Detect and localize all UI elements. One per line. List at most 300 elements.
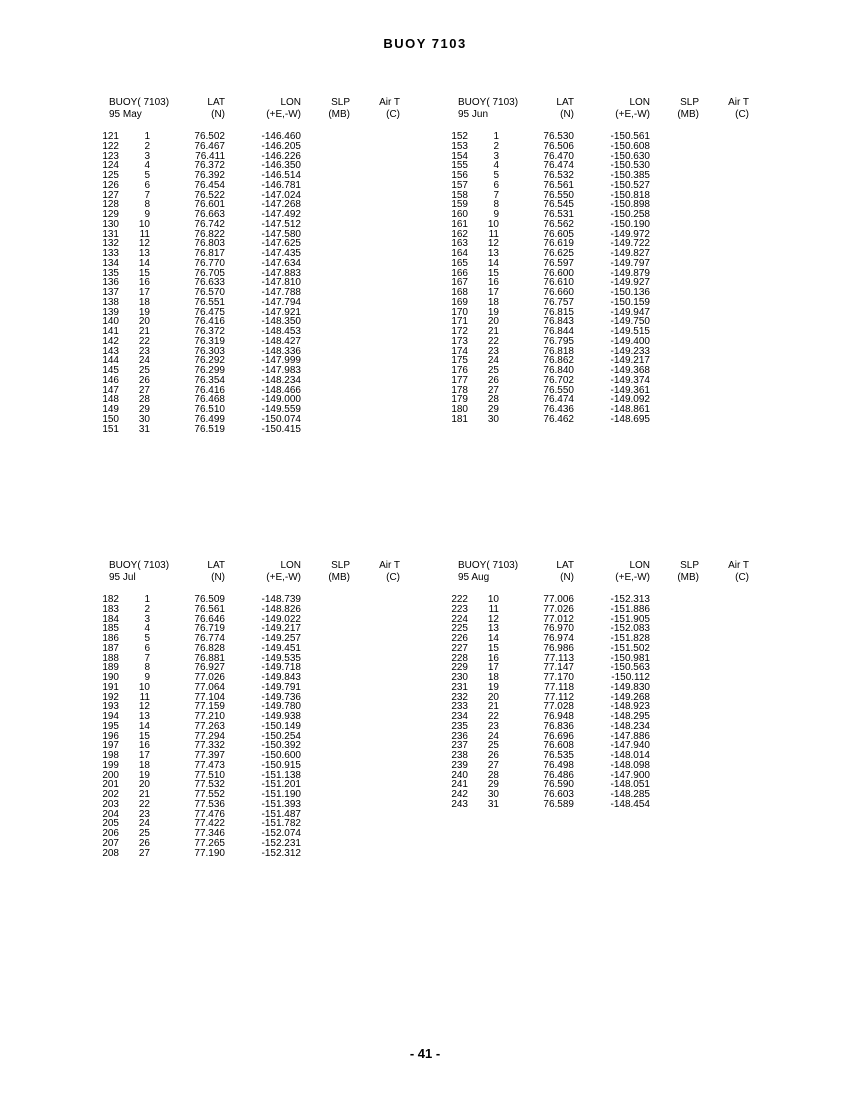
- lon-cell: -146.781: [261, 179, 301, 191]
- lat-cell: 76.468: [194, 394, 225, 406]
- lat-cell: 76.474: [543, 160, 574, 172]
- day-cell: 14: [138, 257, 150, 269]
- lon-header: [615, 97, 650, 121]
- lon-cell: -149.022: [261, 613, 301, 625]
- lon-cell: -148.234: [610, 720, 650, 732]
- day-cell: 1: [493, 131, 499, 142]
- lon-cell: -150.898: [610, 199, 650, 211]
- lon-cell: -150.630: [610, 150, 650, 162]
- lat-cell: 76.319: [194, 335, 225, 347]
- day-of-year-cell: 208: [102, 847, 119, 859]
- lat-cell: 76.986: [543, 642, 574, 654]
- lon-cell: -150.415: [261, 423, 301, 435]
- lon-cell: -146.514: [261, 170, 301, 181]
- day-of-year-cell: 128: [102, 199, 119, 211]
- lat-header-line-2: (N): [211, 572, 225, 583]
- data-table-aug: [449, 560, 829, 1000]
- day-of-year-cell: 241: [451, 779, 468, 791]
- day-of-year-cell: 154: [451, 150, 468, 162]
- day-cell: 19: [138, 769, 150, 781]
- day-cell: 2: [144, 140, 150, 152]
- day-cell: 21: [138, 326, 150, 337]
- lon-cell: -147.900: [610, 769, 650, 781]
- day-cell: 15: [138, 267, 150, 279]
- lat-cell: 76.486: [543, 769, 574, 781]
- day-cell: 26: [138, 374, 150, 386]
- day-cell: 24: [487, 355, 499, 367]
- lat-cell: 76.719: [194, 623, 225, 635]
- day-cell: 1: [144, 131, 150, 142]
- lat-cell: 76.292: [194, 355, 225, 367]
- day-cell: 3: [144, 613, 150, 625]
- airt-header: [728, 97, 749, 121]
- slp-header-line-2: (MB): [328, 109, 350, 120]
- day-of-year-cell: 139: [102, 306, 119, 318]
- lat-cell: 76.354: [194, 374, 225, 386]
- day-cell: 13: [138, 248, 150, 259]
- lon-cell: -147.983: [261, 365, 301, 376]
- lat-cell: 76.474: [543, 394, 574, 406]
- day-of-year-cell: 129: [102, 209, 119, 220]
- lon-cell: -149.268: [610, 691, 650, 703]
- day-cell: 10: [138, 218, 150, 230]
- day-of-year-cell: 226: [451, 633, 468, 644]
- day-of-year-cell: 132: [102, 238, 119, 250]
- lon-cell: -150.915: [261, 759, 301, 771]
- day-cell: 26: [487, 750, 499, 761]
- day-of-year-cell: 126: [102, 179, 119, 191]
- lon-cell: -147.921: [261, 306, 301, 318]
- buoy-header-line-1: BUOY( 7103): [458, 97, 519, 108]
- day-cell: 4: [144, 623, 150, 635]
- day-cell: 20: [487, 316, 499, 328]
- day-of-year-cell: 124: [102, 160, 119, 172]
- lon-cell: -148.285: [610, 789, 650, 800]
- day-of-year-cell: 235: [451, 720, 468, 732]
- slp-header: [328, 560, 350, 584]
- lat-cell: 76.509: [194, 594, 225, 605]
- lon-cell: -150.159: [610, 296, 650, 308]
- lon-header: [615, 560, 650, 584]
- day-cell: 27: [138, 384, 150, 396]
- lon-cell: -151.138: [261, 769, 301, 781]
- day-of-year-cell: 180: [451, 404, 468, 415]
- lon-cell: -149.368: [610, 365, 650, 376]
- day-of-year-cell: 229: [451, 662, 468, 674]
- day-of-year-cell: 194: [102, 711, 119, 722]
- lon-cell: -148.234: [261, 374, 301, 386]
- buoy-header-line-1: BUOY( 7103): [458, 560, 519, 571]
- day-cell: 17: [138, 750, 150, 761]
- lon-cell: -152.083: [610, 623, 650, 635]
- day-of-year-cell: 228: [451, 652, 468, 664]
- day-of-year-cell: 167: [451, 277, 468, 289]
- day-of-year-cell: 127: [102, 189, 119, 201]
- day-of-year-cell: 242: [451, 789, 468, 800]
- lat-cell: 76.519: [194, 423, 225, 435]
- lat-cell: 76.470: [543, 150, 574, 162]
- day-cell: 8: [493, 199, 499, 211]
- lon-header-line-1: LON: [629, 97, 650, 108]
- airt-header-line-1: Air T: [379, 97, 400, 108]
- lat-cell: 76.411: [195, 150, 225, 162]
- day-cell: 25: [138, 828, 150, 839]
- lon-cell: -151.393: [261, 798, 301, 810]
- lon-cell: -150.190: [610, 218, 650, 230]
- day-cell: 4: [144, 160, 150, 172]
- lat-cell: 76.603: [543, 789, 574, 800]
- lat-cell: 76.570: [194, 287, 225, 298]
- day-cell: 14: [487, 257, 499, 269]
- lon-cell: -147.810: [261, 277, 301, 289]
- lon-cell: -149.515: [610, 326, 650, 337]
- day-of-year-cell: 205: [102, 818, 119, 830]
- day-cell: 13: [487, 623, 499, 635]
- lat-cell: 76.705: [194, 267, 225, 279]
- day-cell: 22: [138, 798, 150, 810]
- lat-cell: 76.610: [543, 277, 574, 289]
- day-of-year-cell: 184: [102, 613, 119, 625]
- day-cell: 12: [487, 613, 499, 625]
- day-of-year-cell: 179: [451, 394, 468, 406]
- day-cell: 7: [144, 652, 150, 664]
- day-cell: 5: [144, 633, 150, 644]
- airt-header-line-2: (C): [386, 109, 400, 120]
- lat-cell: 76.605: [543, 228, 574, 240]
- day-of-year-cell: 223: [451, 603, 468, 615]
- lat-cell: 77.552: [194, 789, 225, 800]
- day-cell: 21: [487, 326, 499, 337]
- lat-cell: 77.026: [194, 672, 225, 683]
- lat-cell: 77.112: [544, 691, 574, 703]
- lon-cell: -147.512: [261, 218, 301, 230]
- day-of-year-cell: 142: [102, 335, 119, 347]
- day-cell: 18: [138, 759, 150, 771]
- lon-cell: -147.492: [261, 209, 301, 220]
- day-cell: 17: [487, 662, 499, 674]
- day-of-year-cell: 239: [451, 759, 468, 771]
- day-cell: 11: [488, 603, 499, 615]
- day-of-year-cell: 238: [451, 750, 468, 761]
- lon-cell: -151.828: [610, 633, 650, 644]
- lat-cell: 76.416: [194, 384, 225, 396]
- day-cell: 12: [487, 238, 499, 250]
- day-cell: 5: [144, 170, 150, 181]
- lon-cell: -148.923: [610, 701, 650, 713]
- day-of-year-cell: 159: [451, 199, 468, 211]
- lon-cell: -149.791: [261, 681, 301, 693]
- day-cell: 6: [493, 179, 499, 191]
- lat-cell: 76.550: [543, 189, 574, 201]
- day-of-year-cell: 176: [451, 365, 468, 376]
- table-header: [100, 560, 480, 584]
- day-cell: 10: [487, 218, 499, 230]
- day-cell: 18: [487, 672, 499, 683]
- lon-cell: -146.205: [261, 140, 301, 152]
- day-cell: 16: [138, 740, 150, 752]
- day-of-year-cell: 144: [102, 355, 119, 367]
- table-body: [100, 595, 480, 858]
- lon-cell: -151.782: [261, 818, 301, 830]
- airt-header-line-1: Air T: [728, 97, 749, 108]
- lat-cell: 76.510: [194, 404, 225, 415]
- lon-cell: -148.295: [610, 711, 650, 722]
- lon-cell: -151.886: [610, 603, 650, 615]
- lat-header-line-2: (N): [211, 109, 225, 120]
- airt-header: [728, 560, 749, 584]
- day-cell: 25: [487, 365, 499, 376]
- lon-cell: -149.797: [610, 257, 650, 269]
- lat-cell: 76.948: [543, 711, 574, 722]
- lat-cell: 76.844: [543, 326, 574, 337]
- lat-cell: 77.028: [543, 701, 574, 713]
- day-cell: 13: [487, 248, 499, 259]
- day-cell: 23: [487, 345, 499, 357]
- day-of-year-cell: 149: [102, 404, 119, 415]
- lon-cell: -148.739: [261, 594, 301, 605]
- day-cell: 19: [487, 681, 499, 693]
- lat-cell: 77.422: [194, 818, 225, 830]
- day-of-year-cell: 174: [451, 345, 468, 357]
- day-of-year-cell: 168: [451, 287, 468, 298]
- lat-cell: 76.532: [543, 170, 574, 181]
- lat-cell: 76.436: [543, 404, 574, 415]
- lat-cell: 76.372: [194, 160, 225, 172]
- lon-cell: -147.580: [261, 228, 301, 240]
- lon-cell: -149.830: [610, 681, 650, 693]
- lon-cell: -150.600: [261, 750, 301, 761]
- table-header: [449, 560, 829, 584]
- lat-cell: 76.974: [543, 633, 574, 644]
- day-of-year-cell: 123: [102, 150, 119, 162]
- day-of-year-cell: 178: [451, 384, 468, 396]
- slp-header-line-2: (MB): [677, 572, 699, 583]
- airt-header-line-1: Air T: [728, 560, 749, 571]
- table-row: [100, 425, 480, 435]
- slp-header-line-2: (MB): [677, 109, 699, 120]
- lat-cell: 76.597: [543, 257, 574, 269]
- day-cell: 30: [487, 789, 499, 800]
- day-of-year-cell: 130: [102, 218, 119, 230]
- day-of-year-cell: 240: [451, 769, 468, 781]
- day-cell: 29: [138, 404, 150, 415]
- lon-cell: -150.258: [610, 209, 650, 220]
- buoy-header-line-2: 95 Jul: [109, 572, 136, 583]
- day-of-year-cell: 237: [451, 740, 468, 752]
- day-cell: 8: [144, 199, 150, 211]
- day-of-year-cell: 198: [102, 750, 119, 761]
- lat-cell: 76.840: [543, 365, 574, 376]
- lat-cell: 76.601: [194, 199, 225, 211]
- lat-cell: 76.815: [543, 306, 574, 318]
- lon-cell: -146.460: [261, 131, 301, 142]
- lat-cell: 77.147: [543, 662, 574, 674]
- day-of-year-cell: 164: [451, 248, 468, 259]
- airt-header-line-2: (C): [735, 572, 749, 583]
- lat-cell: 76.499: [194, 413, 225, 425]
- day-cell: 13: [138, 711, 150, 722]
- day-cell: 25: [487, 740, 499, 752]
- lon-cell: -148.336: [261, 345, 301, 357]
- day-cell: 2: [144, 603, 150, 615]
- day-cell: 17: [487, 287, 499, 298]
- lat-header-line-1: LAT: [556, 560, 574, 571]
- slp-header-line-1: SLP: [680, 560, 699, 571]
- lon-cell: -149.361: [610, 384, 650, 396]
- lon-header-line-2: (+E,-W): [266, 109, 301, 120]
- day-of-year-cell: 163: [451, 238, 468, 250]
- data-table-may: [100, 97, 480, 537]
- day-of-year-cell: 145: [102, 365, 119, 376]
- lat-cell: 76.299: [194, 365, 225, 376]
- table-row: [449, 800, 829, 810]
- day-cell: 23: [138, 345, 150, 357]
- table-row: [100, 849, 480, 859]
- lat-cell: 76.502: [194, 131, 225, 142]
- lon-cell: -147.634: [261, 257, 301, 269]
- lon-cell: -147.268: [261, 199, 301, 211]
- lon-cell: -147.625: [261, 238, 301, 250]
- day-of-year-cell: 137: [102, 287, 119, 298]
- day-of-year-cell: 153: [451, 140, 468, 152]
- day-cell: 23: [138, 808, 150, 820]
- day-of-year-cell: 173: [451, 335, 468, 347]
- lat-cell: 76.817: [194, 248, 225, 259]
- lat-cell: 76.545: [543, 199, 574, 211]
- buoy-header-line-1: BUOY( 7103): [109, 560, 170, 571]
- lat-header-line-1: LAT: [207, 560, 225, 571]
- lon-header-line-1: LON: [629, 560, 650, 571]
- lat-cell: 76.970: [543, 623, 574, 635]
- lon-header-line-1: LON: [280, 97, 301, 108]
- lat-cell: 76.498: [543, 759, 574, 771]
- day-of-year-cell: 188: [102, 652, 119, 664]
- day-of-year-cell: 140: [102, 316, 119, 328]
- buoy-header: [458, 97, 518, 121]
- lat-cell: 77.113: [544, 652, 574, 664]
- lat-cell: 76.774: [194, 633, 225, 644]
- day-cell: 28: [138, 394, 150, 406]
- slp-header-line-1: SLP: [331, 560, 350, 571]
- lon-cell: -149.736: [261, 691, 301, 703]
- lat-cell: 76.589: [543, 798, 574, 810]
- day-cell: 20: [138, 779, 150, 791]
- day-cell: 11: [139, 228, 150, 240]
- day-cell: 15: [487, 642, 499, 654]
- day-cell: 15: [138, 730, 150, 742]
- lat-cell: 76.702: [543, 374, 574, 386]
- day-cell: 19: [138, 306, 150, 318]
- lat-cell: 77.473: [194, 759, 225, 771]
- day-cell: 15: [487, 267, 499, 279]
- day-of-year-cell: 189: [102, 662, 119, 674]
- lat-header: [207, 97, 225, 121]
- day-cell: 9: [493, 209, 499, 220]
- lat-header: [556, 560, 574, 584]
- day-cell: 30: [138, 413, 150, 425]
- lat-cell: 76.535: [543, 750, 574, 761]
- day-cell: 29: [487, 779, 499, 791]
- lat-cell: 76.561: [543, 179, 574, 191]
- lon-header: [266, 560, 301, 584]
- lon-cell: -150.563: [610, 662, 650, 674]
- day-of-year-cell: 190: [102, 672, 119, 683]
- lat-header-line-2: (N): [560, 572, 574, 583]
- lon-cell: -147.886: [610, 730, 650, 742]
- day-of-year-cell: 227: [451, 642, 468, 654]
- lat-cell: 77.159: [194, 701, 225, 713]
- day-cell: 16: [138, 277, 150, 289]
- lat-header: [556, 97, 574, 121]
- lat-header-line-1: LAT: [556, 97, 574, 108]
- day-of-year-cell: 122: [102, 140, 119, 152]
- day-cell: 28: [487, 394, 499, 406]
- table-row: [449, 415, 829, 425]
- day-of-year-cell: 141: [102, 326, 119, 337]
- lon-cell: -147.999: [261, 355, 301, 367]
- lon-cell: -149.092: [610, 394, 650, 406]
- lat-cell: 76.608: [543, 740, 574, 752]
- lat-cell: 76.828: [194, 642, 225, 654]
- day-cell: 9: [144, 672, 150, 683]
- lat-cell: 76.600: [543, 267, 574, 279]
- lon-cell: -149.780: [261, 701, 301, 713]
- lat-cell: 76.742: [194, 218, 225, 230]
- day-cell: 2: [493, 140, 499, 152]
- lon-header: [266, 97, 301, 121]
- day-of-year-cell: 192: [102, 691, 119, 703]
- day-cell: 16: [487, 277, 499, 289]
- day-of-year-cell: 143: [102, 345, 119, 357]
- day-of-year-cell: 148: [102, 394, 119, 406]
- lat-cell: 76.522: [194, 189, 225, 201]
- lat-cell: 77.332: [194, 740, 225, 752]
- day-cell: 22: [138, 335, 150, 347]
- lat-cell: 76.531: [543, 209, 574, 220]
- lat-cell: 76.550: [543, 384, 574, 396]
- day-cell: 14: [487, 633, 499, 644]
- airt-header-line-1: Air T: [379, 560, 400, 571]
- lat-cell: 76.843: [543, 316, 574, 328]
- lat-cell: 76.770: [194, 257, 225, 269]
- day-of-year-cell: 158: [451, 189, 468, 201]
- day-of-year-cell: 207: [102, 837, 119, 849]
- day-of-year-cell: 191: [102, 681, 119, 693]
- lat-cell: 76.561: [194, 603, 225, 615]
- lat-cell: 77.510: [194, 769, 225, 781]
- day-of-year-cell: 150: [102, 413, 119, 425]
- day-of-year-cell: 204: [102, 808, 119, 820]
- lat-cell: 77.064: [194, 681, 225, 693]
- lon-cell: -146.226: [261, 150, 301, 162]
- day-of-year-cell: 146: [102, 374, 119, 386]
- lon-cell: -150.818: [610, 189, 650, 201]
- lat-cell: 76.836: [543, 720, 574, 732]
- lon-cell: -149.722: [610, 238, 650, 250]
- day-of-year-cell: 169: [451, 296, 468, 308]
- lon-cell: -149.750: [610, 316, 650, 328]
- day-of-year-cell: 224: [451, 613, 468, 625]
- airt-header-line-2: (C): [735, 109, 749, 120]
- lat-cell: 76.803: [194, 238, 225, 250]
- airt-header-line-2: (C): [386, 572, 400, 583]
- lon-cell: -149.947: [610, 306, 650, 318]
- day-of-year-cell: 152: [451, 131, 468, 142]
- lon-cell: -147.883: [261, 267, 301, 279]
- day-of-year-cell: 156: [451, 170, 468, 181]
- buoy-header-line-1: BUOY( 7103): [109, 97, 170, 108]
- page-title: BUOY 7103: [383, 36, 467, 51]
